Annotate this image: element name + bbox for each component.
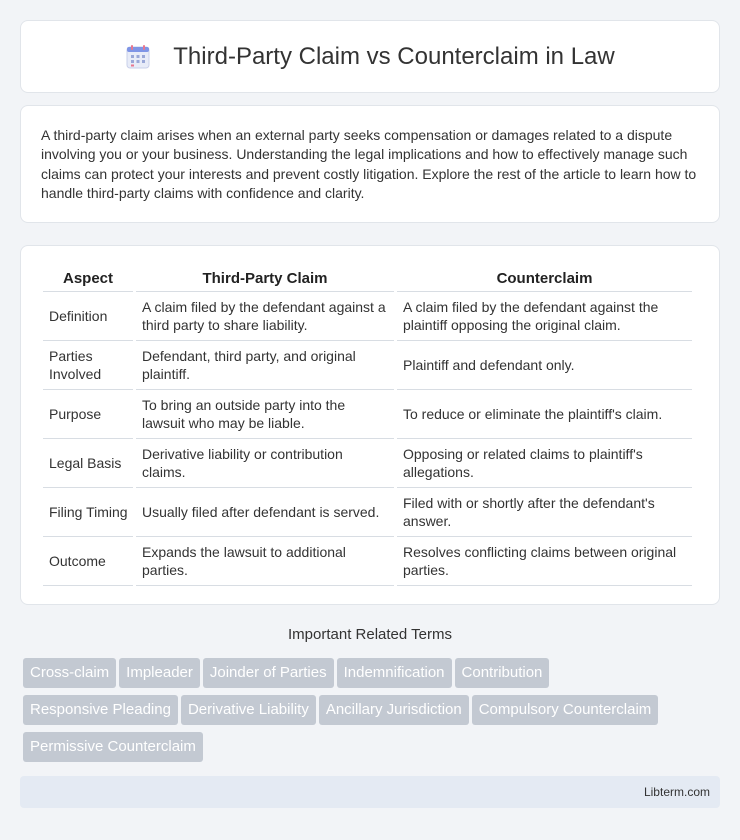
table-row: [43, 439, 692, 488]
cell-counterclaim: Plaintiff and defendant only.: [397, 341, 692, 390]
cell-third-party-claim: To bring an outside party into the lawsuit who may be liable.: [136, 390, 394, 439]
related-term-tag[interactable]: Cross-claim: [23, 658, 116, 688]
calendar-grid-icon: [125, 44, 151, 70]
page-title: Third-Party Claim vs Counterclaim in Law: [173, 42, 615, 70]
header-card: [20, 20, 720, 93]
header: [125, 43, 614, 71]
cell-aspect: Purpose: [43, 390, 133, 439]
related-term-tag[interactable]: Derivative Liability: [181, 695, 316, 725]
related-term-tag[interactable]: Responsive Pleading: [23, 695, 178, 725]
related-terms-list: [23, 658, 723, 769]
cell-counterclaim: To reduce or eliminate the plaintiff's claim.: [397, 390, 692, 439]
related-term-tag[interactable]: Ancillary Jurisdiction: [319, 695, 469, 725]
footer: [20, 776, 720, 808]
cell-third-party-claim: Usually filed after defendant is served.: [136, 488, 394, 537]
related-term-tag[interactable]: Indemnification: [337, 658, 452, 688]
cell-aspect: Legal Basis: [43, 439, 133, 488]
cell-aspect: Definition: [43, 292, 133, 341]
cell-third-party-claim: A claim filed by the defendant against a third party to share liability.: [136, 292, 394, 341]
related-term-tag[interactable]: Permissive Counterclaim: [23, 732, 203, 762]
column-header-counterclaim: Counterclaim: [397, 266, 692, 292]
table-row: [43, 390, 692, 439]
comparison-table: [40, 266, 695, 586]
cell-third-party-claim: Expands the lawsuit to additional parties.: [136, 537, 394, 586]
table-row: [43, 488, 692, 537]
table-row: [43, 537, 692, 586]
cell-third-party-claim: Defendant, third party, and original plaintiff.: [136, 341, 394, 390]
cell-aspect: Filing Timing: [43, 488, 133, 537]
table-header-row: [43, 266, 692, 292]
cell-counterclaim: Opposing or related claims to plaintiff's allegations.: [397, 439, 692, 488]
related-term-tag[interactable]: Impleader: [119, 658, 200, 688]
intro-paragraph: A third-party claim arises when an external party seeks compensation or damages related to a dispute involving you or your business. Understanding the legal implications and how to effectively manage such claims can protect your interests and prevent costly litigation. Explore the rest of the article to learn how to handle third-party claims with confidence and clarity.: [41, 127, 697, 201]
column-header-aspect: Aspect: [43, 266, 133, 292]
column-header-third-party-claim: Third-Party Claim: [136, 266, 394, 292]
intro-card: [20, 105, 720, 223]
footer-site-link[interactable]: Libterm.com: [643, 785, 710, 799]
related-term-tag[interactable]: Contribution: [455, 658, 550, 688]
cell-aspect: Parties Involved: [43, 341, 133, 390]
related-term-tag[interactable]: Joinder of Parties: [203, 658, 334, 688]
table-row: [43, 341, 692, 390]
cell-counterclaim: Resolves conflicting claims between original parties.: [397, 537, 692, 586]
table-row: [43, 292, 692, 341]
comparison-card: [20, 245, 720, 605]
cell-counterclaim: Filed with or shortly after the defendant's answer.: [397, 488, 692, 537]
related-term-tag[interactable]: Compulsory Counterclaim: [472, 695, 659, 725]
cell-third-party-claim: Derivative liability or contribution claims.: [136, 439, 394, 488]
cell-aspect: Outcome: [43, 537, 133, 586]
related-terms-title: Important Related Terms: [288, 626, 452, 643]
cell-counterclaim: A claim filed by the defendant against the plaintiff opposing the original claim.: [397, 292, 692, 341]
